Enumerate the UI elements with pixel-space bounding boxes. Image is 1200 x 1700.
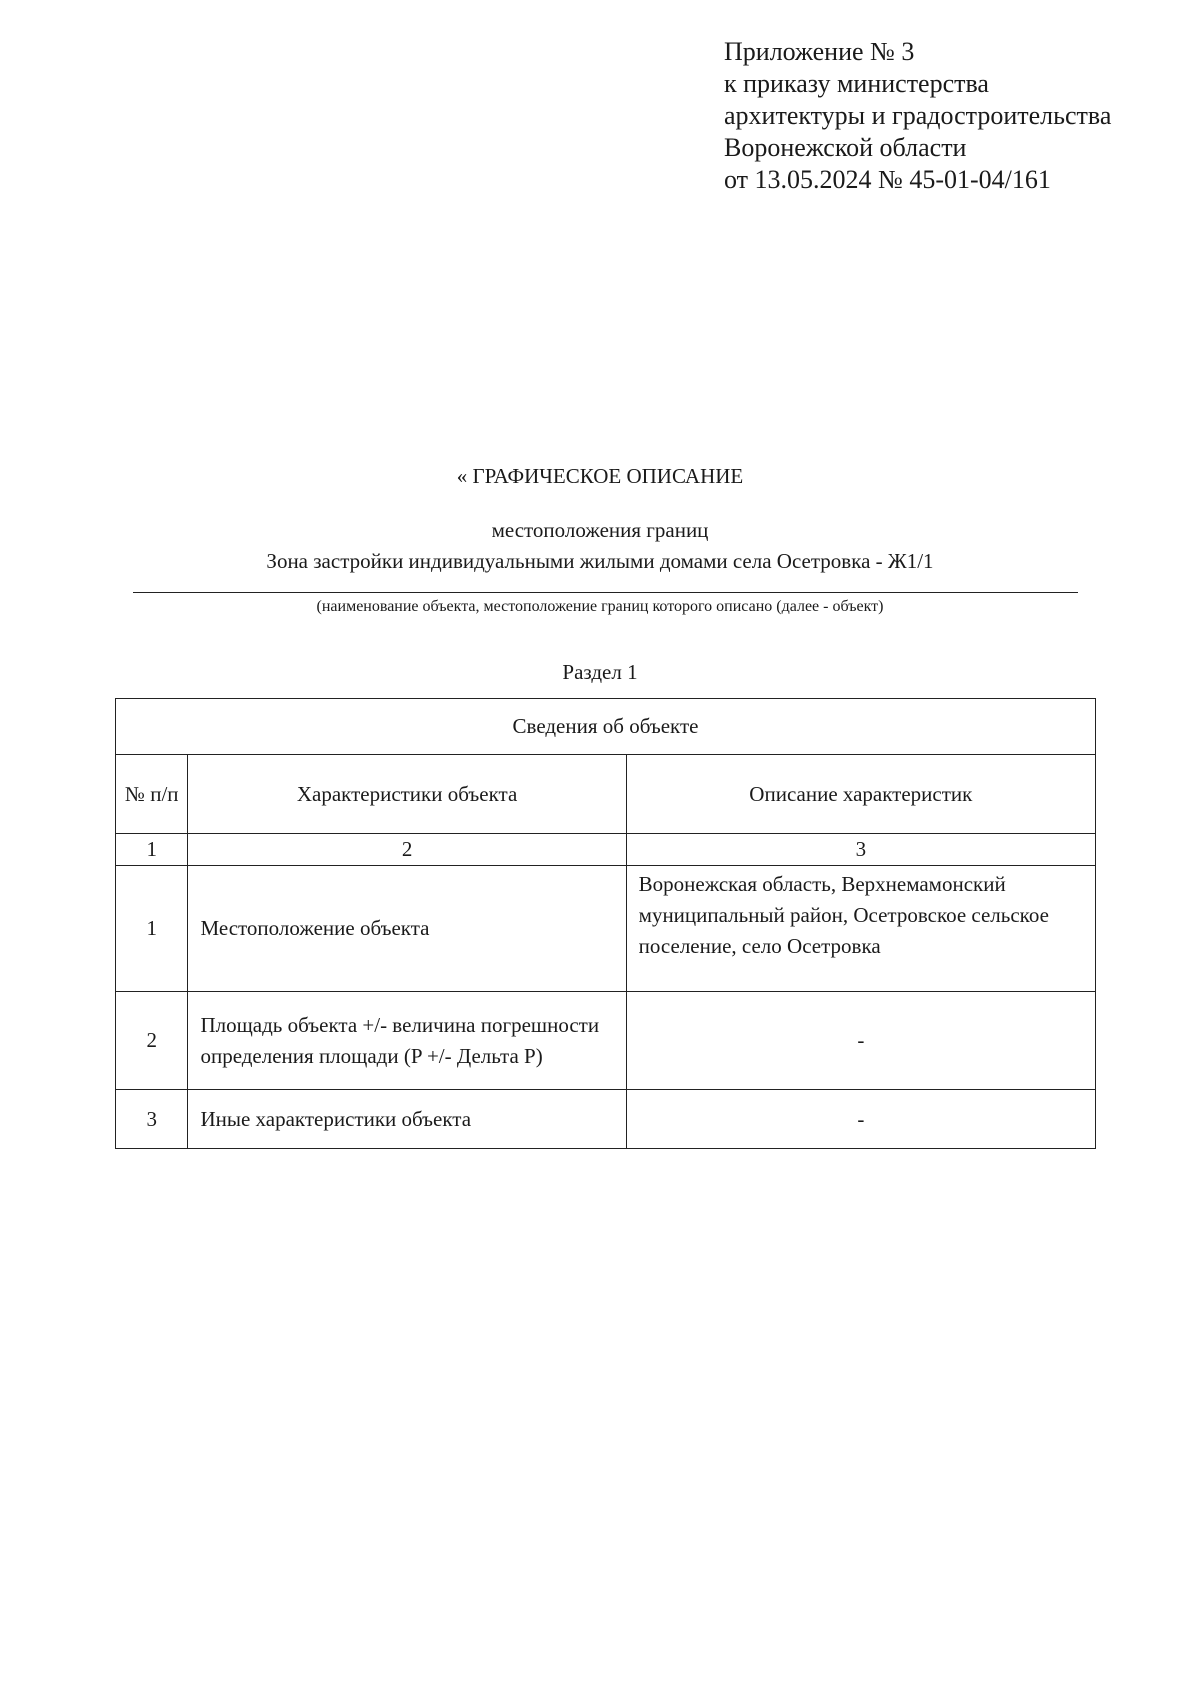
header-number	[116, 755, 188, 834]
appendix-line: Приложение № 3	[724, 37, 915, 66]
row-description: Воронежская область, Верхнемамонский муниципальный район, Осетровское сельское поселение, село Осетровка	[626, 866, 1095, 992]
row-number: 3	[116, 1090, 188, 1149]
appendix-block	[724, 36, 1111, 196]
column-number: 3	[626, 834, 1095, 866]
appendix-line: к приказу министерства	[724, 69, 989, 98]
row-description: -	[626, 1090, 1095, 1149]
column-number-row	[116, 834, 1096, 866]
appendix-line: от 13.05.2024 № 45-01-04/161	[724, 165, 1051, 194]
row-characteristic: Площадь объекта +/- величина погрешности определения площади (P +/- Дельта P)	[188, 992, 626, 1090]
appendix-line: архитектуры и градостроительства	[724, 101, 1112, 130]
table-row	[116, 866, 1096, 992]
object-name-caption: (наименование объекта, местоположение границ которого описано (далее - объект)	[316, 598, 884, 615]
table-row	[116, 1090, 1096, 1149]
section-label: Раздел 1	[562, 660, 638, 684]
document-subtitle: местоположения границ	[491, 518, 709, 542]
column-number: 1	[116, 834, 188, 866]
header-characteristic: Характеристики объекта	[188, 755, 626, 834]
row-characteristic: Иные характеристики объекта	[188, 1090, 626, 1149]
table-header-row	[116, 755, 1096, 834]
row-description: -	[626, 992, 1095, 1090]
header-description: Описание характеристик	[626, 755, 1095, 834]
column-number: 2	[188, 834, 626, 866]
header-number-label: № п/п	[124, 781, 179, 806]
table-row	[116, 992, 1096, 1090]
object-name: Зона застройки индивидуальными жилыми домами села Осетровка - Ж1/1	[266, 549, 934, 573]
underline-divider	[133, 592, 1078, 593]
row-number: 1	[116, 866, 188, 992]
document-title: « ГРАФИЧЕСКОЕ ОПИСАНИЕ	[456, 464, 744, 488]
table-title-row	[116, 699, 1096, 755]
row-characteristic: Местоположение объекта	[188, 866, 626, 992]
appendix-line: Воронежской области	[724, 133, 967, 162]
row-number: 2	[116, 992, 188, 1090]
table-title: Сведения об объекте	[116, 699, 1096, 755]
object-info-table	[115, 698, 1096, 1149]
